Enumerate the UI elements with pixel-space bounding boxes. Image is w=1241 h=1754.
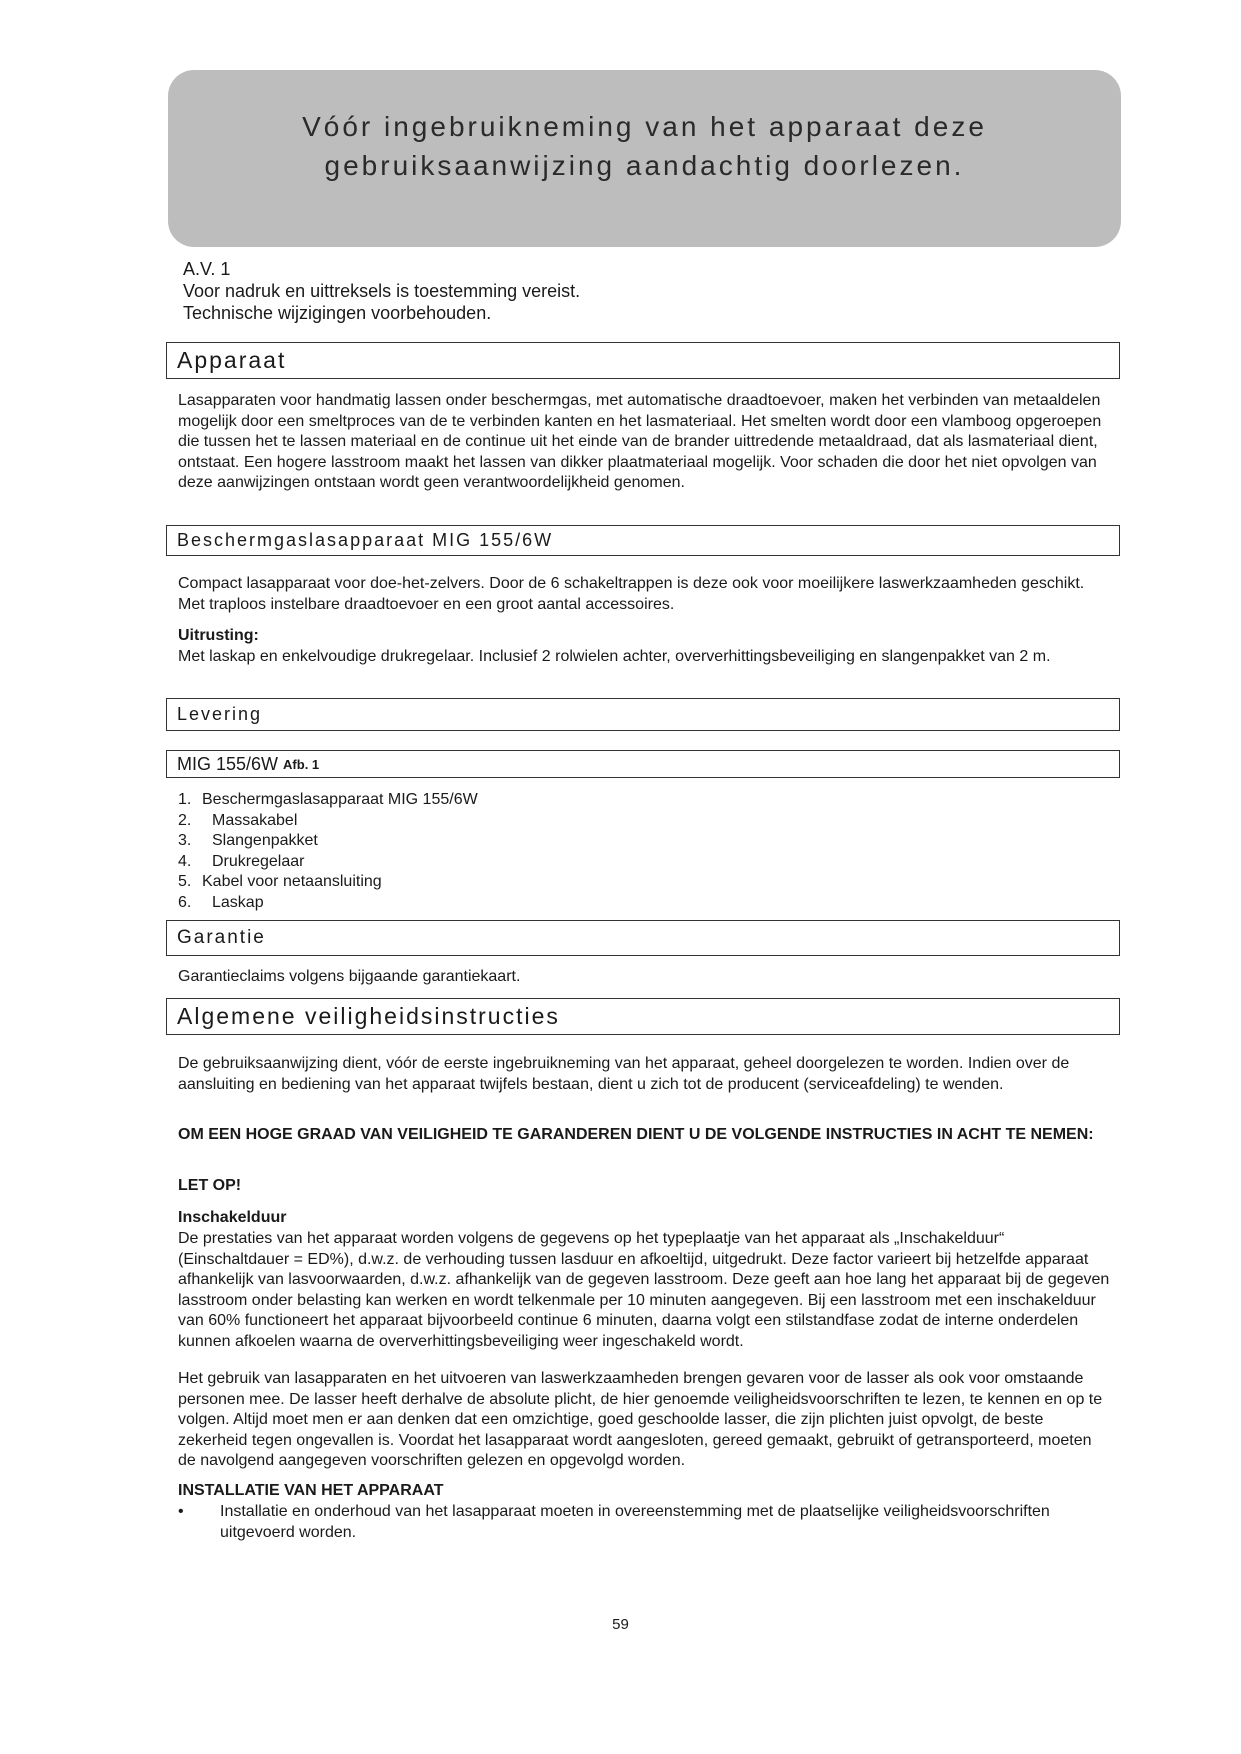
header-banner <box>168 70 1121 247</box>
section-title: Algemene veiligheidsinstructies <box>177 1003 560 1029</box>
section-heading-veiligheid <box>166 998 1120 1035</box>
figure-reference: Afb. 1 <box>283 756 320 772</box>
installatie-title: INSTALLATIE VAN HET APPARAAT <box>178 1482 444 1499</box>
installatie-bullet <box>178 1502 1113 1543</box>
section-heading-beschermgas <box>166 525 1120 556</box>
veiligheid-intro: De gebruiksaanwijzing dient, vóór de eerste ingebruikneming van het apparaat, geheel doorgelezen te worden. Indien over de aansluiting en bediening van het apparaat twijfels bestaan, dient u zich tot de producent (serviceafdeling) te wenden. <box>178 1055 1070 1093</box>
banner-text: Vóór ingebruikneming van het apparaat deze gebruiksaanwijzing aandachtig doorlezen. <box>302 110 987 181</box>
list-item: 1. Beschermgaslasapparaat MIG 155/6W <box>178 791 478 808</box>
list-item: 6. Laskap <box>178 893 264 911</box>
bullet-icon: • <box>178 1503 184 1520</box>
page-number: 59 <box>612 1616 629 1633</box>
inschakelduur-paragraph: De prestaties van het apparaat worden volgens de gegevens op het typeplaatje van het apparaat als „Inschakelduur“ (Einschaltdauer = ED%), d.w.z. de verhouding tussen lasduur en afkoeltijd, uitgedrukt. Deze factor varieert bij hetzelfde apparaat afhankelijk van lasvoorwaarden, d.w.z. afhankelijk van de gegeven lasstroom. Deze geeft aan hoe lang het apparaat bij de gegeven lasstroom onder belasting kan werken en wordt telkenmale per 10 minuten aangegeven. Bij een lasstroom met een inschakelduur van 60% functioneert het apparaat bijvoorbeeld continue 6 minuten, daarna volgt een stilstandfase zodat de interne onderdelen kunnen afkoelen waarna de oververhittingsbeveiliging weer ingeschakeld wordt. <box>178 1230 1110 1350</box>
bullet-text: Installatie en onderhoud van het lasapparaat moeten in overeenstemming met de plaatselijke veiligheidsvoorschriften uitgevoerd worden. <box>220 1503 1050 1541</box>
section-heading-mig <box>166 750 1120 778</box>
technical-notice: Technische wijzigingen voorbehouden. <box>183 303 492 323</box>
uitrusting-paragraph: Met laskap en enkelvoudige drukregelaar. Inclusief 2 rolwielen achter, oververhittingsbeveiliging en slangenpakket van 2 m. <box>178 648 1051 665</box>
section-title: MIG 155/6W <box>177 753 279 774</box>
list-item: 5. Kabel voor netaansluiting <box>178 873 382 891</box>
uitrusting-label: Uitrusting: <box>178 627 259 644</box>
copyright-notice: Voor nadruk en uittreksels is toestemming vereist. <box>183 281 581 301</box>
garantie-paragraph: Garantieclaims volgens bijgaande garantiekaart. <box>178 968 521 985</box>
section-heading-apparaat <box>166 342 1120 379</box>
delivery-list <box>178 790 1113 914</box>
safety-warning: OM EEN HOGE GRAAD VAN VEILIGHEID TE GARANDEREN DIENT U DE VOLGENDE INSTRUCTIES IN ACHT TE NEMEN: <box>178 1126 1094 1143</box>
document-meta <box>183 258 580 324</box>
list-item: 4. Drukregelaar <box>178 852 305 870</box>
apparaat-paragraph: Lasapparaten voor handmatig lassen onder beschermgas, met automatische draadtoevoer, maken het verbinden van metaaldelen mogelijk door een smeltproces van de te verbinden kanten en het lasmateriaal. Het smelten wordt door een vlamboog opgeroepen die tussen het te lassen materiaal en de continue uit het einde van de brander uittredende metaaldraad, dat als lasmateriaal dient, ontstaat. Een hogere lasstroom maakt het lassen van dikker plaatmateriaal mogelijk. Voor schaden die door het niet opvolgen van deze aanwijzingen ontstaan wordt geen verantwoordelijkheid genomen. <box>178 392 1102 491</box>
list-item: 2. Massakabel <box>178 811 298 829</box>
section-title: Garantie <box>177 927 266 948</box>
section-heading-garantie <box>166 920 1120 956</box>
gebruik-paragraph: Het gebruik van lasapparaten en het uitvoeren van laswerkzaamheden brengen gevaren voor de lasser als ook voor omstaande personen mee. De lasser heeft derhalve de absolute plicht, de hier genoemde veiligheidsvoorschriften te lezen, te kennen en op te volgen. Altijd moet men er aan denken dat een omzichtige, goed geschoolde lasser, die zijn plichten juist opvolgt, de beste zekerheid tegen ongevallen is. Voordat het lasapparaat wordt aangesloten, gereed gemaakt, gebruikt of getransporteerd, moeten de navolgend aangegeven voorschriften gelezen en opgevolgd worden. <box>178 1370 1103 1469</box>
list-item: 3. Slangenpakket <box>178 832 318 850</box>
beschermgas-paragraph: Compact lasapparaat voor doe-het-zelvers. Door de 6 schakeltrappen is deze ook voor moeilijkere laswerkzaamheden geschikt. Met traploos instelbare draadtoevoer en een groot aantal accessoires. <box>178 575 1085 613</box>
section-title: Apparaat <box>177 347 287 373</box>
attention-label: LET OP! <box>178 1177 242 1194</box>
section-title: Levering <box>177 704 263 724</box>
version-label: A.V. 1 <box>183 259 231 279</box>
inschakelduur-title: Inschakelduur <box>178 1209 287 1226</box>
section-title: Beschermgaslasapparaat MIG 155/6W <box>177 530 554 550</box>
section-heading-levering <box>166 698 1120 731</box>
